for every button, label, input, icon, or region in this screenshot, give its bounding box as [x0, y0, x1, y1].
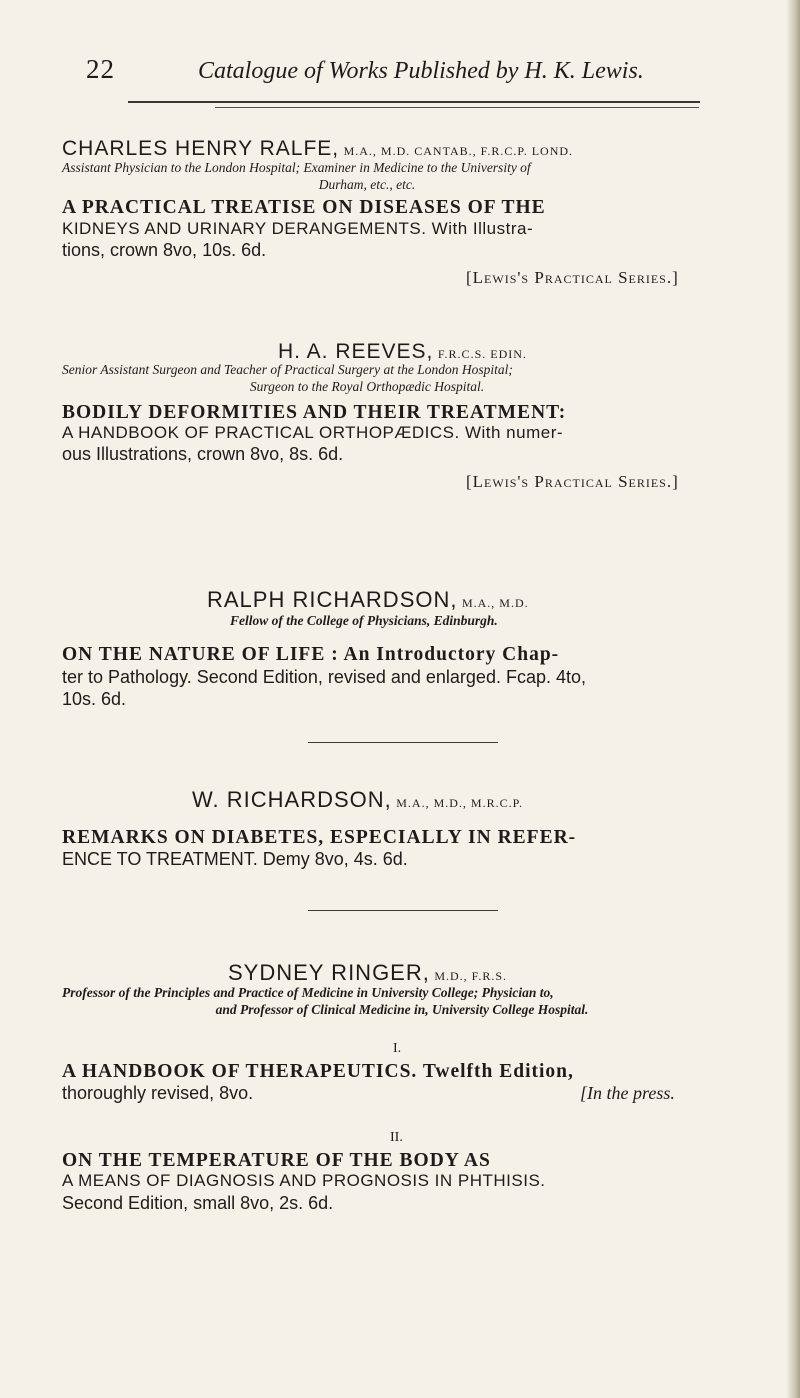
author-description — [62, 361, 712, 395]
author-heading-ralfe — [62, 137, 573, 161]
description-line: Assistant Physician to the London Hospital; Examiner in Medicine to the University of — [62, 160, 531, 175]
work-title: BODILY DEFORMITIES AND THEIR TREATMENT: — [62, 402, 567, 423]
author-qualifications: M.D., F.R.S. — [434, 969, 508, 983]
author-name: CHARLES HENRY RALFE, — [62, 137, 340, 160]
author-heading-ringer — [228, 960, 507, 986]
author-qualifications: F.R.C.S. EDIN. — [437, 347, 527, 361]
author-qualifications: M.A., M.D. CANTAB., F.R.C.P. LOND. — [343, 144, 574, 158]
work-numeral: II. — [390, 1130, 403, 1145]
author-name: RALPH RICHARDSON, — [207, 587, 458, 612]
section-divider — [308, 910, 498, 911]
author-qualifications: M.A., M.D., M.R.C.P. — [396, 796, 523, 810]
description-line: Durham, etc., etc. — [318, 177, 416, 192]
work-numeral: I. — [393, 1041, 402, 1056]
header-rule — [128, 101, 700, 103]
author-heading-w-richardson — [192, 787, 523, 813]
work-title: A PRACTICAL TREATISE ON DISEASES OF THE — [62, 197, 546, 218]
work-title-cont: KIDNEYS AND URINARY DERANGEMENTS. With Illustra- — [62, 219, 534, 238]
work-title: A HANDBOOK OF THERAPEUTICS. Twelfth Edition, — [62, 1061, 574, 1082]
work-title-cont: ter to Pathology. Second Edition, revised and enlarged. Fcap. 4to, — [62, 667, 586, 687]
author-name: SYDNEY RINGER, — [228, 960, 430, 985]
work-details: tions, crown 8vo, 10s. 6d. — [62, 240, 267, 260]
series-note: [Lewis's Practical Series.] — [466, 268, 679, 287]
author-description — [62, 984, 742, 1018]
work-title: REMARKS ON DIABETES, ESPECIALLY IN REFER- — [62, 827, 577, 848]
author-name: H. A. REEVES, — [278, 340, 434, 363]
work-details: ENCE TO TREATMENT. Demy 8vo, 4s. 6d. — [62, 849, 408, 869]
author-description — [62, 159, 712, 193]
work-details: 10s. 6d. — [62, 689, 127, 709]
work-details: thoroughly revised, 8vo. — [62, 1083, 254, 1103]
section-divider — [308, 742, 498, 743]
work-title-cont: A HANDBOOK OF PRACTICAL ORTHOPÆDICS. With numer- — [62, 423, 564, 442]
author-qualifications: M.A., M.D. — [461, 596, 529, 610]
description-line: and Professor of Clinical Medicine in, University College Hospital. — [215, 1002, 589, 1017]
description-line: Surgeon to the Royal Orthopædic Hospital. — [249, 379, 485, 394]
header-rule-thin — [215, 107, 699, 108]
work-title: ON THE NATURE OF LIFE : An Introductory Chap- — [62, 644, 560, 665]
page-edge-shadow — [786, 0, 800, 1398]
work-title: ON THE TEMPERATURE OF THE BODY AS — [62, 1150, 491, 1171]
author-description: Fellow of the College of Physicians, Edinburgh. — [230, 613, 498, 628]
work-details: ous Illustrations, crown 8vo, 8s. 6d. — [62, 444, 344, 464]
description-line: Professor of the Principles and Practice of Medicine in University College; Physician to, — [62, 985, 554, 1000]
work-details: Second Edition, small 8vo, 2s. 6d. — [62, 1193, 334, 1213]
press-status: [In the press. — [580, 1083, 675, 1103]
work-title-cont: A MEANS OF DIAGNOSIS AND PROGNOSIS IN PHTHISIS. — [62, 1171, 546, 1190]
author-heading-ralph-richardson — [207, 587, 529, 613]
author-name: W. RICHARDSON, — [192, 787, 392, 812]
page-number: 22 — [86, 54, 115, 84]
running-title: Catalogue of Works Published by H. K. Lewis. — [198, 58, 644, 84]
description-line: Senior Assistant Surgeon and Teacher of Practical Surgery at the London Hospital; — [62, 362, 513, 377]
series-note: [Lewis's Practical Series.] — [466, 472, 679, 491]
